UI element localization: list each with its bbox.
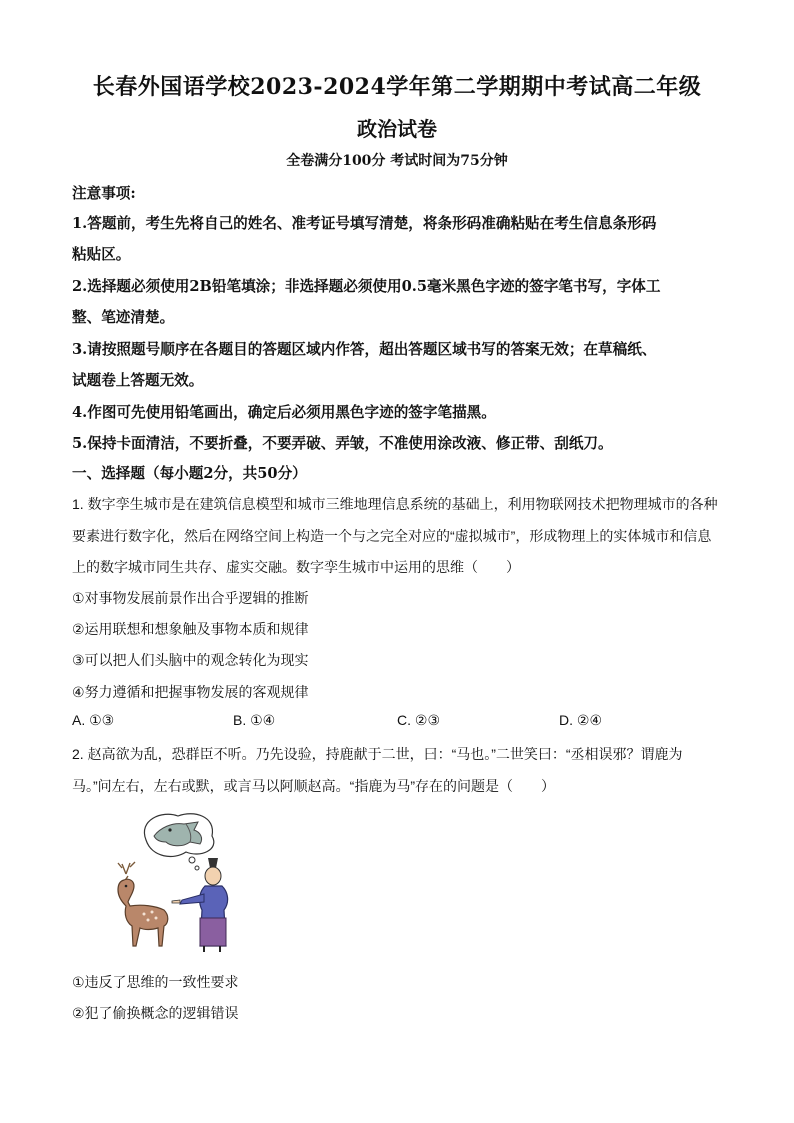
deer-horse-illustration (86, 806, 246, 956)
exam-title: 长春外国语学校2023-2024学年第二学期期中考试高二年级 (92, 74, 702, 100)
notice-line: 5.保持卡面清洁，不要折叠，不要弄破、弄皱，不准使用涂改液、修正带、刮纸刀。 (72, 435, 613, 452)
option-d[interactable]: D. ②④ (559, 712, 602, 728)
notice-line: 1.答题前，考生先将自己的姓名、准考证号填写清楚，将条形码准确粘贴在考生信息条形码 (72, 215, 657, 232)
exam-subject: 政治试卷 (357, 117, 437, 141)
question-1-statement: ④努力遵循和把握事物发展的客观规律 (72, 684, 309, 700)
question-2-statement: ②犯了偷换概念的逻辑错误 (72, 1005, 239, 1021)
question-2-statement: ①违反了思维的一致性要求 (72, 974, 239, 990)
question-2-text: 2. 赵高欲为乱，恐群臣不听。乃先设验，持鹿献于二世，曰：“马也。”二世笑曰：“丞相误邪？谓鹿为 (72, 746, 683, 762)
question-1-statement: ①对事物发展前景作出合乎逻辑的推断 (72, 590, 309, 606)
notice-heading: 注意事项: (72, 185, 136, 202)
section-heading: 一、选择题（每小题2分，共50分） (72, 465, 307, 482)
horse-thought-bubble-icon (144, 814, 213, 870)
option-a[interactable]: A. ①③ (72, 712, 115, 728)
question-2-text: 马。”问左右，左右或默，或言马以阿顺赵高。“指鹿为马”存在的问题是（ ） (72, 778, 555, 794)
question-1-text: 上的数字城市同生共存、虚实交融。数字孪生城市中运用的思维（ ） (72, 559, 520, 575)
exam-info: 全卷满分100分 考试时间为75分钟 (286, 153, 508, 169)
notice-line: 粘贴区。 (72, 246, 131, 263)
question-1-text: 要素进行数字化，然后在网络空间上构造一个与之完全对应的“虚拟城市”，形成物理上的实体城市和信息 (72, 528, 712, 544)
question-1-statement: ②运用联想和想象触及事物本质和规律 (72, 621, 309, 637)
question-1-text: 1. 数字孪生城市是在建筑信息模型和城市三维地理信息系统的基础上，利用物联网技术把物理城市的各种 (72, 496, 718, 512)
notice-line: 整、笔迹清楚。 (72, 309, 175, 326)
option-c[interactable]: C. ②③ (397, 712, 440, 728)
notice-line: 2.选择题必须使用2B铅笔填涂；非选择题必须使用0.5毫米黑色字迹的签字笔书写，字体工 (72, 278, 661, 295)
notice-line: 4.作图可先使用铅笔画出，确定后必须用黑色字迹的签字笔描黑。 (72, 404, 496, 421)
zhao-gao-figure-icon (172, 858, 228, 952)
deer-icon (118, 862, 168, 946)
notice-line: 3.请按照题号顺序在各题目的答题区域内作答，超出答题区域书写的答案无效；在草稿纸、 (72, 341, 657, 358)
question-1-options (72, 712, 732, 732)
question-1-statement: ③可以把人们头脑中的观念转化为现实 (72, 652, 309, 668)
option-b[interactable]: B. ①④ (233, 712, 276, 728)
notice-line: 试题卷上答题无效。 (72, 372, 204, 389)
